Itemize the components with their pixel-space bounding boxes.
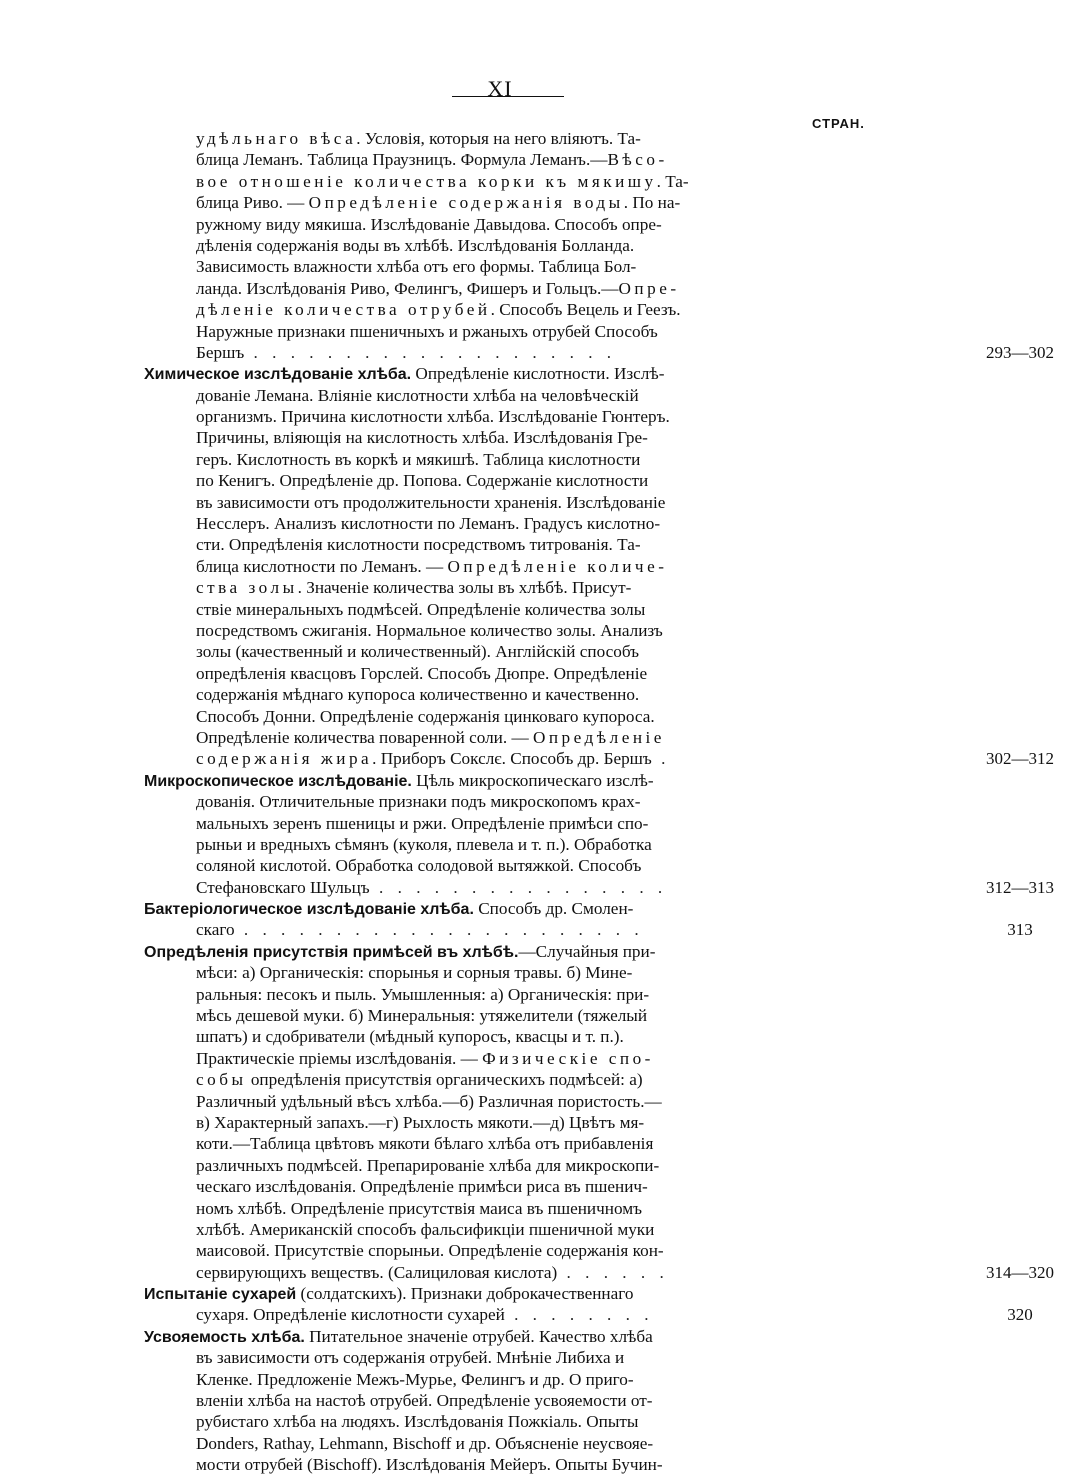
toc-line (196, 256, 1000, 277)
toc-line (196, 149, 1000, 170)
toc-entry (0, 941, 1054, 1283)
toc-line (196, 449, 1000, 470)
toc-text: опредѣленія присутствія органическихъ подмѣсей: а) (246, 1070, 643, 1090)
toc-line (196, 599, 1000, 620)
toc-line (196, 813, 1000, 834)
toc-text: организмъ. Причина кислотности хлѣба. Изслѣдованіе Гюнтеръ. (196, 407, 670, 427)
toc-text: мѣси: а) Органическія: спорынья и сорныя травы. б) Мине- (196, 963, 633, 983)
toc-line (144, 898, 1000, 919)
toc-line (196, 128, 1000, 149)
toc-line (196, 984, 1000, 1005)
toc-line (196, 1411, 1000, 1432)
toc-line (196, 556, 1000, 577)
toc-text: Бершъ (196, 342, 245, 362)
toc-line (196, 192, 1000, 213)
toc-entry-heading: Химическое изслѣдованіе хлѣба. (144, 366, 412, 384)
toc-text: ствіе минеральныхъ подмѣсей. Опредѣленіе количества золы (196, 599, 646, 619)
toc-text: мальныхъ зеренъ пшеницы и ржи. Опредѣленіе примѣси спо- (196, 813, 649, 833)
toc-text: ральныя: песокъ и пыль. Умышленныя: а) Органическія: при- (196, 984, 650, 1004)
dot-leaders: . . . . . . . . . . . . . . . . . . . . (244, 342, 617, 362)
toc-line (196, 1026, 1000, 1047)
toc-line (196, 1347, 1000, 1368)
toc-line (196, 321, 1000, 342)
page-number: XI (487, 76, 513, 101)
toc-text: . Приборъ Сокслє. Способъ др. Бершъ (372, 749, 652, 769)
dot-leaders: . . . . . . (557, 1262, 669, 1282)
toc-line (144, 1283, 1000, 1304)
toc-line (196, 1240, 1000, 1261)
toc-line (196, 1219, 1000, 1240)
dot-leaders: . . . . . . . . . . . . . . . . (369, 877, 668, 897)
toc-entry (0, 363, 1054, 769)
toc-text: хлѣбѣ. Американскій способъ фальсификціи пшеничной муки (196, 1219, 655, 1239)
table-of-contents (0, 128, 1054, 1476)
toc-entry (0, 1326, 1000, 1476)
toc-line (196, 1369, 1000, 1390)
toc-line (196, 663, 1000, 684)
toc-line (196, 278, 1000, 299)
toc-line (196, 727, 1000, 748)
toc-line (196, 513, 1000, 534)
toc-line (196, 385, 1000, 406)
toc-line (196, 406, 1000, 427)
toc-line (196, 577, 1000, 598)
toc-text: . Условія, которыя на него вліяютъ. Та- (356, 129, 641, 148)
toc-text: Способъ др. Смолен- (473, 899, 634, 919)
toc-line (196, 706, 1000, 727)
toc-line (196, 1390, 1000, 1411)
toc-line (196, 855, 1000, 876)
toc-line (196, 641, 1000, 662)
toc-text: дѣленія содержанія воды въ хлѣбѣ. Изслѣдованія Болланда. (196, 235, 635, 255)
toc-line (196, 1005, 1000, 1026)
toc-entry-heading: Усвояемость хлѣба. (144, 1328, 305, 1346)
toc-line (196, 235, 1000, 256)
toc-text: дованіе Лемана. Вліяніе кислотности хлѣба на человѣческій (196, 385, 639, 405)
toc-line (144, 770, 1000, 791)
toc-entry (0, 1283, 1033, 1326)
spaced-subheading: вое отношеніе количества корки къ мякишу (196, 171, 657, 191)
toc-text: содержанія мѣднаго купороса количественно и качественно. (196, 685, 640, 705)
toc-line (196, 1069, 1000, 1090)
toc-text: Опредѣленіе количества поваренной соли. — (196, 727, 533, 747)
toc-line (196, 1433, 1000, 1454)
toc-text: сти. Опредѣленія кислотности посредствомъ титрованія. Та- (196, 535, 641, 555)
spaced-subheading: дѣленіе количества отрубей (196, 300, 491, 320)
toc-line (196, 620, 1000, 641)
toc-entry-heading: Микроскопическое изслѣдованіе. (144, 772, 412, 790)
page-range: 313 (1007, 920, 1033, 940)
toc-line (196, 791, 1000, 812)
toc-line (196, 748, 1054, 769)
toc-line (196, 1262, 1054, 1283)
spaced-subheading: Вѣсо- (607, 150, 668, 170)
toc-text: по Кенигъ. Опредѣленіе др. Попова. Содержаніе кислотности (196, 471, 649, 491)
toc-entry-heading: Испытаніе сухарей (144, 1286, 297, 1304)
toc-text: рыньи и вредныхъ сѣмянъ (куколя, плевела и т. п.). Обработка (196, 834, 652, 854)
spaced-subheading: собы (196, 1070, 247, 1090)
page-range: 293—302 (986, 342, 1054, 362)
toc-entry (0, 898, 1033, 941)
toc-text: золы (качественный и количественный). Англійскій способъ (196, 642, 640, 662)
toc-text: рубистаго хлѣба на людяхъ. Изслѣдованія Пожкіаль. Опыты (196, 1412, 639, 1432)
toc-text: Практическіе пріемы изслѣдованія. — (196, 1048, 483, 1068)
toc-text: сервирующихъ веществъ. (Салициловая кислота) (196, 1262, 558, 1282)
toc-line (196, 1133, 1000, 1154)
toc-text: Питательное значеніе отрубей. Качество хлѣба (304, 1326, 653, 1346)
toc-line (196, 1048, 1000, 1069)
page-column-heading: СТРАН. (812, 116, 865, 131)
toc-line (196, 962, 1000, 983)
toc-text: различныхъ подмѣсей. Препарированіе хлѣба для микроскопи- (196, 1155, 660, 1175)
toc-line (196, 1454, 1000, 1475)
spaced-subheading: Физическіе спо- (482, 1048, 654, 1068)
spaced-subheading: Опредѣленіе (532, 727, 665, 747)
toc-line (196, 427, 1000, 448)
toc-text: номъ хлѣбѣ. Опредѣленіе присутствія маиса въ пшеничномъ (196, 1198, 642, 1218)
toc-line (196, 834, 1000, 855)
toc-text: коти.—Таблица цвѣтовъ мякоти бѣлаго хлѣба отъ прибавленія (196, 1134, 654, 1154)
toc-line (196, 299, 1000, 320)
toc-line (196, 470, 1000, 491)
toc-text: (солдатскихъ). Признаки доброкачественнаго (296, 1284, 634, 1304)
toc-entry (0, 770, 1054, 898)
toc-text: —Случайныя при- (518, 941, 656, 961)
toc-text: ческаго изслѣдованія. Опредѣленіе примѣси риса въ пшенич- (196, 1177, 648, 1197)
toc-entry-heading: Бактеріологическое изслѣдованіе хлѣба. (144, 901, 474, 919)
toc-text: мѣсь дешевой муки. б) Минеральныя: утяжелители (тяжелый (196, 1006, 648, 1026)
dot-leaders: . (651, 749, 671, 769)
toc-line (196, 877, 1054, 898)
toc-text: скаго (196, 920, 235, 940)
toc-text: . Та- (656, 171, 689, 191)
toc-text: в) Характерный запахъ.—г) Рыхлость мякоти.—д) Цвѣтъ мя- (196, 1112, 645, 1132)
toc-text: блица Леманъ. Таблица Праузницъ. Формула Леманъ.— (196, 150, 608, 170)
toc-text: дованія. Отличительные признаки подъ микроскопомъ крах- (196, 792, 641, 812)
toc-line (196, 1198, 1000, 1219)
toc-text: блица кислотности по Леманъ. — (196, 556, 448, 576)
spaced-subheading: Опредѣленіе количе- (447, 556, 668, 576)
toc-text: шпатъ) и сдобриватели (мѣдный купоросъ, квасцы и т. п.). (196, 1027, 624, 1047)
toc-text: . Способъ Вецель и Геезъ. (490, 300, 681, 320)
toc-text: Способъ Донни. Опредѣленіе содержанія цинковаго купороса. (196, 706, 655, 726)
toc-line (196, 492, 1000, 513)
toc-line (196, 1091, 1000, 1112)
toc-line (196, 684, 1000, 705)
toc-text: блица Риво. — (196, 193, 309, 213)
toc-line (196, 171, 1000, 192)
toc-text: Несслеръ. Анализъ кислотности по Леманъ. Градусъ кислотно- (196, 514, 661, 534)
toc-text: маисовой. Присутствіе спорыньи. Опредѣленіе содержанія кон- (196, 1241, 664, 1261)
toc-text: вленіи хлѣба на настоѣ отрубей. Опредѣленіе усвояемости от- (196, 1391, 653, 1411)
toc-line (196, 214, 1000, 235)
spaced-subheading: ства золы (196, 578, 298, 598)
spaced-subheading: удѣльнаго вѣса (196, 129, 357, 148)
toc-text: Причины, вліяющія на кислотность хлѣба. Изслѣдованія Гре- (196, 428, 648, 448)
toc-text: . Значеніе количества золы въ хлѣбѣ. Присут- (297, 578, 632, 598)
page-range: 302—312 (986, 749, 1054, 769)
toc-line (196, 1112, 1000, 1133)
toc-text: Различный удѣльный вѣсъ хлѣба.—б) Различная пористость.— (196, 1091, 662, 1111)
spaced-subheading: содержанія жира (196, 749, 373, 769)
dot-leaders: . . . . . . . . . . . . . . . . . . . . . . (234, 920, 644, 940)
toc-text: Donders, Rathay, Lehmann, Bischoff и др. Объясненіе неусвояе- (196, 1433, 654, 1453)
toc-text: Зависимость влажности хлѣба отъ его формы. Таблица Бол- (196, 257, 637, 277)
toc-text: соляной кислотой. Обработка солодовой вытяжкой. Способъ (196, 856, 642, 876)
toc-text: . По на- (623, 193, 681, 213)
page-range: 312—313 (986, 877, 1054, 897)
spaced-subheading: Опре- (618, 278, 680, 298)
toc-text: ланда. Изслѣдованія Риво, Фелингъ, Фишеръ и Гольцъ.— (196, 278, 619, 298)
toc-text: Кленке. Предложеніе Межъ-Мурье, Фелингъ и др. О приго- (196, 1369, 634, 1389)
toc-text: въ зависимости отъ содержанія отрубей. Мнѣніе Либиха и (196, 1348, 625, 1368)
dot-leaders: . . . . . . . . (504, 1305, 654, 1325)
toc-line (196, 1304, 1033, 1325)
toc-text: сухаря. Опредѣленіе кислотности сухарей (196, 1305, 505, 1325)
toc-text: Цѣль микроскопическаго изслѣ- (411, 770, 654, 790)
toc-entry-heading: Опредѣленія присутствія примѣсей въ хлѣбѣ. (144, 943, 519, 961)
page-range: 320 (1007, 1305, 1033, 1325)
toc-text: ружному виду мякиша. Изслѣдованіе Давыдова. Способъ опре- (196, 214, 662, 234)
spaced-subheading: Опредѣленіе содержанія воды (308, 193, 624, 213)
toc-line (144, 363, 1000, 384)
toc-line (144, 1326, 1000, 1347)
toc-text: Опредѣленіе кислотности. Изслѣ- (411, 364, 665, 384)
toc-text: посредствомъ сжиганія. Нормальное количество золы. Анализъ (196, 620, 663, 640)
toc-line (196, 1176, 1000, 1197)
toc-entry (0, 128, 1054, 363)
page-range: 314—320 (986, 1262, 1054, 1282)
toc-line (196, 342, 1054, 363)
header-rule (452, 96, 564, 97)
toc-text: мости отрубей (Bischoff). Изслѣдованія Мейеръ. Опыты Бучин- (196, 1455, 663, 1475)
toc-text: Наружные признаки пшеничныхъ и ржаныхъ отрубей Способъ (196, 321, 658, 341)
toc-text: въ зависимости отъ продолжительности храненія. Изслѣдованіе (196, 492, 666, 512)
toc-text: Стефановскаго Шульцъ (196, 877, 370, 897)
toc-text: опредѣленія квасцовъ Горслей. Способъ Дюпре. Опредѣленіе (196, 663, 648, 683)
toc-line (196, 534, 1000, 555)
toc-text: геръ. Кислотность въ коркѣ и мякишѣ. Таблица кислотности (196, 449, 641, 469)
toc-line (144, 941, 1000, 962)
toc-line (196, 1155, 1000, 1176)
toc-line (196, 919, 1033, 940)
